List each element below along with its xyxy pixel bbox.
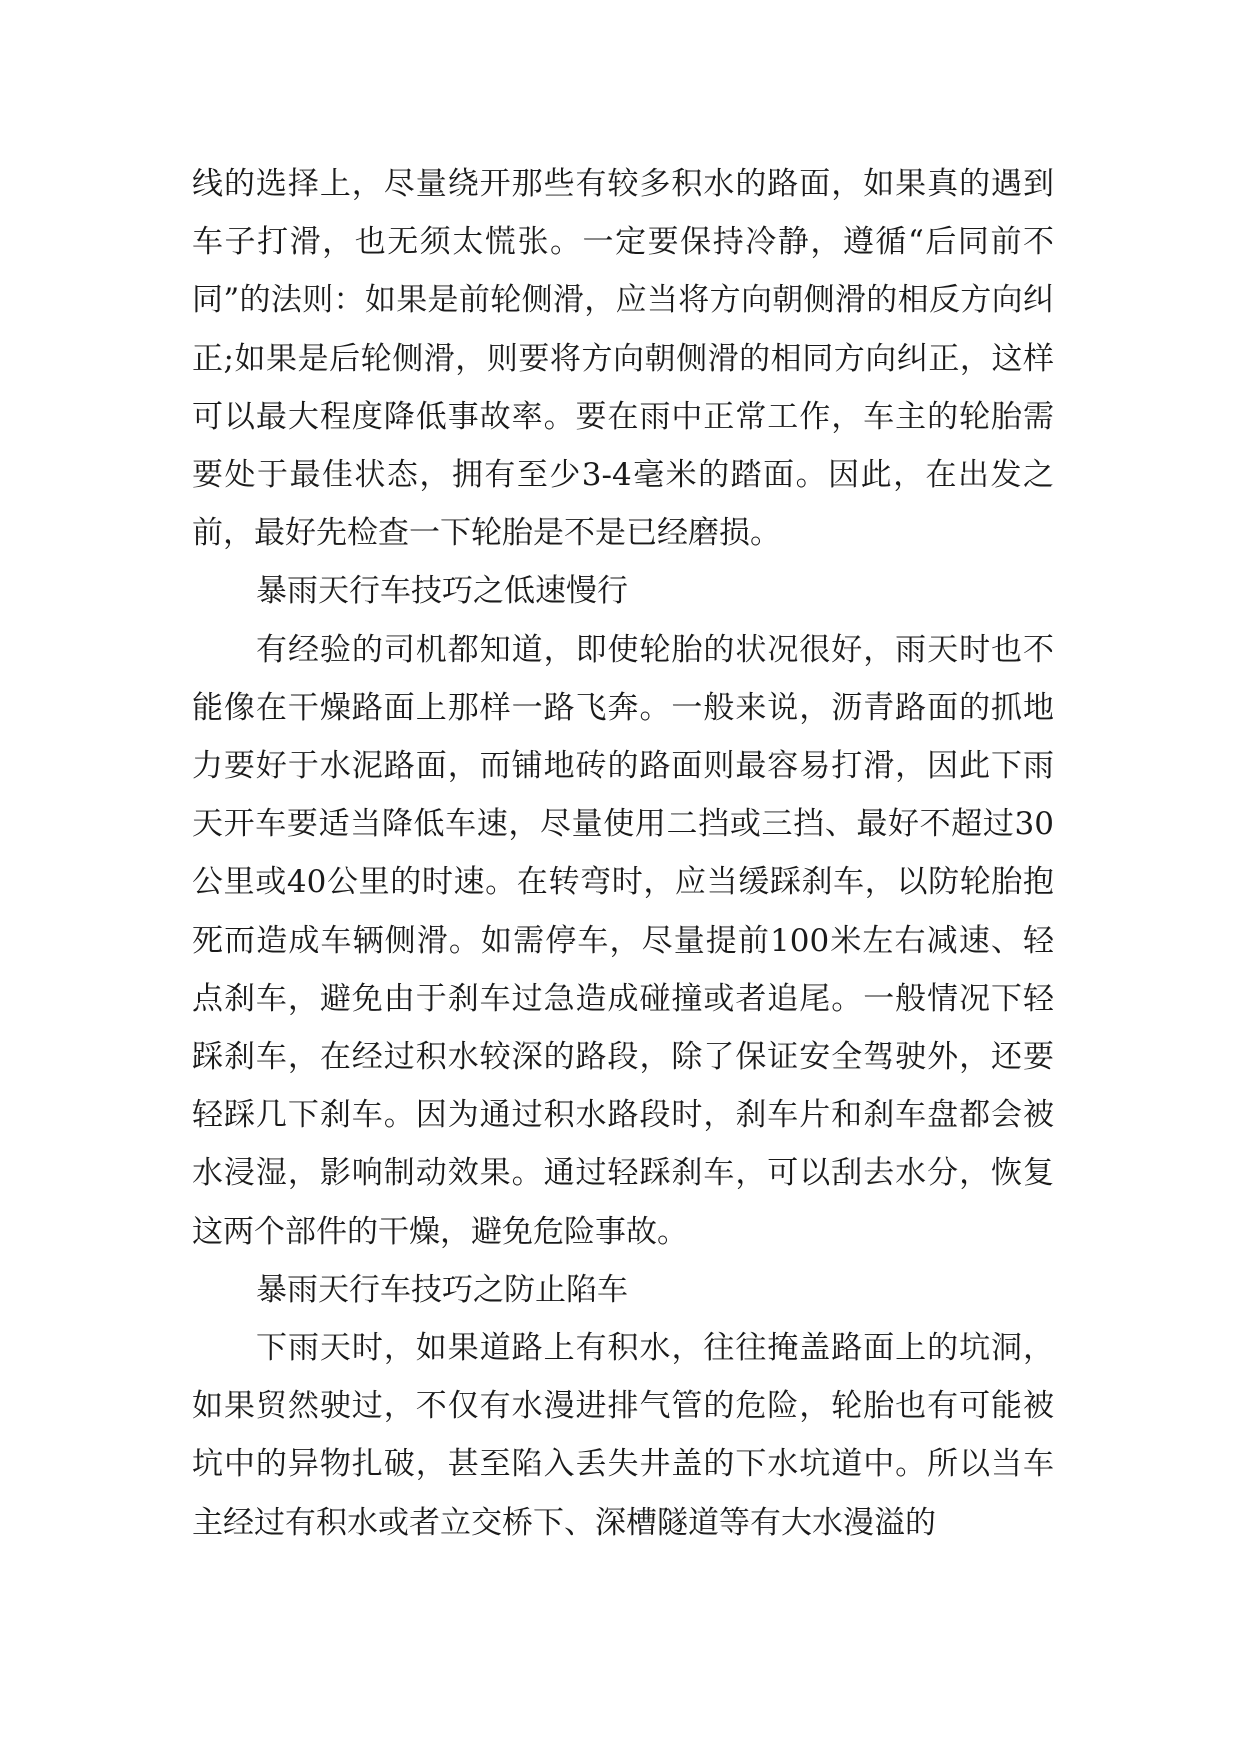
section-heading-low-speed: 暴雨天行车技巧之低速慢行 <box>256 573 628 610</box>
paragraph-continuation: 线的选择上，尽量绕开那些有较多积水的路面，如果真的遇到车子打滑，也无须太慌张。一定要保持冷静，遵循“后同前不同”的法则：如果是前轮侧滑，应当将方向朝侧滑的相反方向纠正;如果是后轮侧滑，则要将方向朝侧滑的相同方向纠正，这样可以最大程度降低事故率。要在雨中正常工作，车主的轮胎需要处于最佳状态，拥有至少3-4毫米的踏面。因此，在出发之前，最好先检查一下轮胎是不是已经磨损。 <box>192 166 1054 552</box>
document-body <box>192 155 1054 1552</box>
section-heading-prevent-stuck: 暴雨天行车技巧之防止陷车 <box>256 1271 628 1308</box>
paragraph-low-speed: 有经验的司机都知道，即使轮胎的状况很好，雨天时也不能像在干燥路面上那样一路飞奔。一般来说，沥青路面的抓地力要好于水泥路面，而铺地砖的路面则最容易打滑，因此下雨天开车要适当降低车速，尽量使用二挡或三挡、最好不超过30公里或40公里的时速。在转弯时，应当缓踩刹车，以防轮胎抱死而造成车辆侧滑。如需停车，尽量提前100米左右减速、轻点刹车，避免由于刹车过急造成碰撞或者追尾。一般情况下轻踩刹车，在经过积水较深的路段，除了保证安全驾驶外，还要轻踩几下刹车。因为通过积水路段时，刹车片和刹车盘都会被水浸湿，影响制动效果。通过轻踩刹车，可以刮去水分，恢复这两个部件的干燥，避免危险事故。 <box>192 631 1054 1250</box>
paragraph-prevent-stuck: 下雨天时，如果道路上有积水，往往掩盖路面上的坑洞，如果贸然驶过，不仅有水漫进排气管的危险，轮胎也有可能被坑中的异物扎破，甚至陷入丢失井盖的下水坑道中。所以当车主经过有积水或者立交桥下、深槽隧道等有大水漫溢的 <box>192 1330 1054 1541</box>
